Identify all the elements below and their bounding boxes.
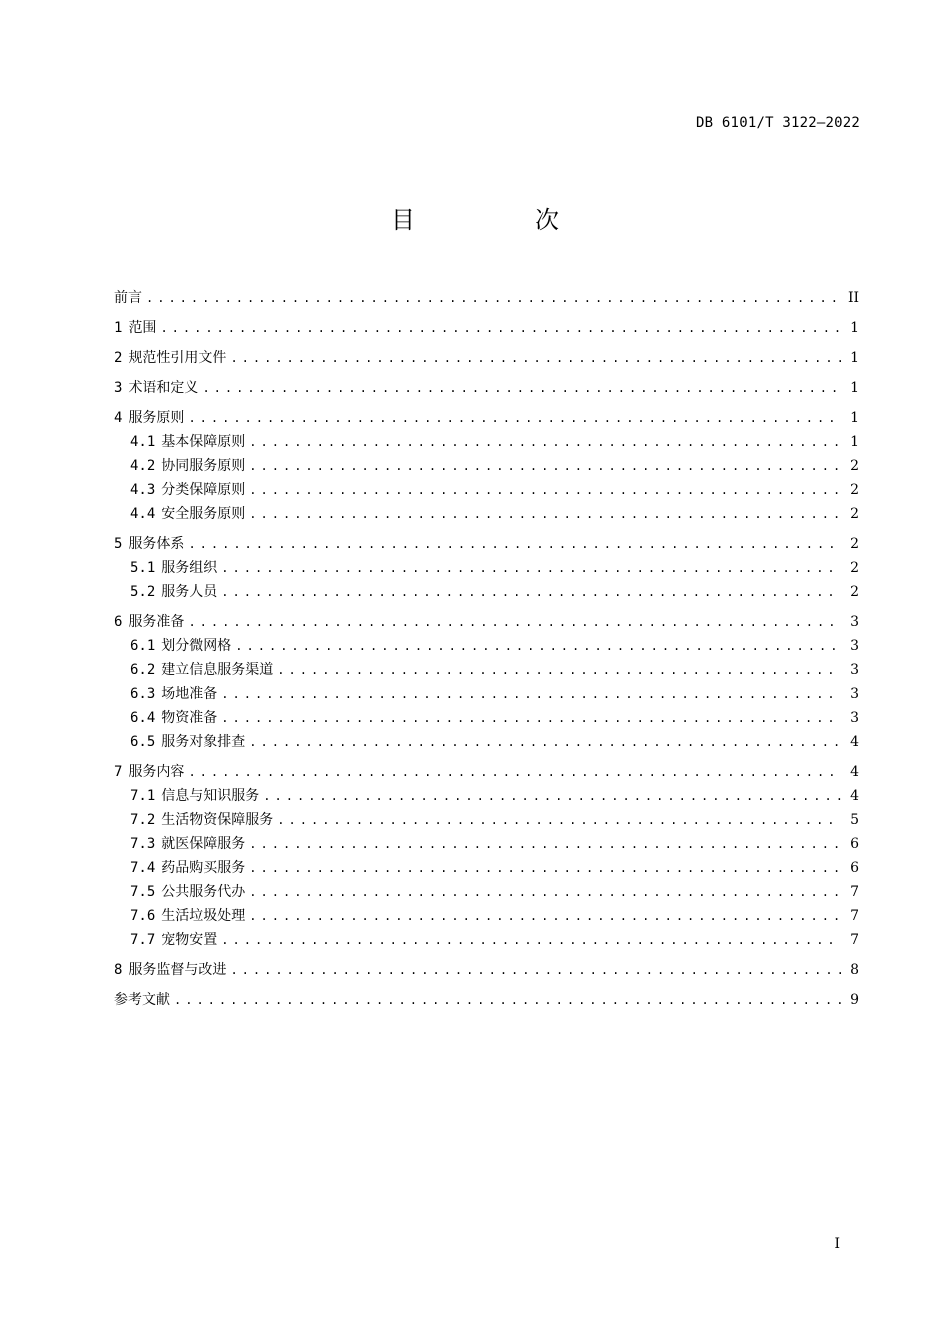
toc-entry-number: 4.2 [130,458,156,474]
toc-entry-number: 7.5 [130,884,156,900]
toc-entry-label: 前言 [114,290,142,306]
toc-entry-page: 2 [850,584,859,600]
toc-entry-label: 场地准备 [161,686,218,702]
toc-entry-label: 服务对象排查 [161,734,246,750]
toc-entry-label: 服务准备 [128,614,185,630]
toc-entry-label: 就医保障服务 [161,836,246,852]
toc-entry-number: 7 [114,764,123,780]
toc-entry-number: 4.1 [130,434,156,450]
toc-entry-label: 协同服务原则 [161,458,246,474]
toc-entry[interactable] [114,832,859,856]
toc-entry-number: 8 [114,962,123,978]
toc-leader-dots [188,532,841,556]
toc-entry-page: 7 [850,884,859,900]
toc-entry-label: 宠物安置 [161,932,218,948]
toc-leader-dots [188,406,841,430]
toc-entry-label: 生活垃圾处理 [161,908,246,924]
toc-entry[interactable] [114,880,859,904]
toc-entry-label: 服务组织 [161,560,218,576]
toc-entry-number: 4.4 [130,506,156,522]
toc-entry-page: II [847,290,859,306]
toc-leader-dots [221,682,841,706]
toc-entry-page: 2 [850,536,859,552]
toc-entry[interactable] [114,556,859,580]
toc-entry-page: 9 [850,992,859,1008]
toc-entry-number: 6.2 [130,662,156,678]
toc-entry-number: 7.7 [130,932,156,948]
toc-entry[interactable] [114,286,859,310]
toc-leader-dots [235,634,841,658]
toc-leader-dots [249,502,841,526]
toc-entry[interactable] [114,760,859,784]
toc-entry-page: 1 [850,434,859,450]
toc-entry-label: 规范性引用文件 [128,350,227,366]
table-of-contents [114,286,859,1012]
toc-leader-dots [277,658,841,682]
toc-entry-number: 1 [114,320,123,336]
toc-leader-dots [263,784,841,808]
toc-entry-number: 2 [114,350,123,366]
toc-leader-dots [146,286,841,310]
toc-entry[interactable] [114,502,859,526]
toc-entry-page: 1 [850,350,859,366]
toc-entry-label: 生活物资保障服务 [161,812,274,828]
toc-leader-dots [188,610,841,634]
toc-entry-page: 7 [850,908,859,924]
toc-entry-label: 药品购买服务 [161,860,246,876]
toc-entry-number: 7.6 [130,908,156,924]
page-number: I [834,1236,840,1252]
toc-entry-page: 2 [850,458,859,474]
toc-entry-page: 2 [850,482,859,498]
toc-entry-label: 范围 [128,320,157,336]
toc-entry[interactable] [114,532,859,556]
toc-entry[interactable] [114,658,859,682]
toc-entry[interactable] [114,406,859,430]
toc-leader-dots [249,832,841,856]
toc-entry-page: 3 [850,614,859,630]
toc-entry-page: 1 [850,380,859,396]
toc-entry[interactable] [114,958,859,982]
toc-entry-label: 术语和定义 [128,380,199,396]
toc-entry-label: 参考文献 [114,992,170,1008]
toc-entry[interactable] [114,580,859,604]
toc-entry[interactable] [114,478,859,502]
toc-leader-dots [249,430,841,454]
toc-entry-page: 3 [850,638,859,654]
toc-entry-label: 建立信息服务渠道 [161,662,274,678]
toc-entry-number: 6.4 [130,710,156,726]
toc-entry-number: 5.2 [130,584,156,600]
toc-entry[interactable] [114,682,859,706]
toc-entry[interactable] [114,904,859,928]
toc-entry-page: 5 [850,812,859,828]
toc-entry[interactable] [114,634,859,658]
toc-entry[interactable] [114,610,859,634]
toc-entry-label: 公共服务代办 [161,884,246,900]
toc-entry-number: 6.3 [130,686,156,702]
toc-entry-number: 6.5 [130,734,156,750]
toc-entry-page: 4 [850,788,859,804]
toc-entry-page: 2 [850,560,859,576]
toc-entry-page: 3 [850,662,859,678]
toc-entry-page: 4 [850,764,859,780]
toc-entry-page: 3 [850,686,859,702]
toc-leader-dots [188,760,841,784]
toc-leader-dots [221,580,841,604]
toc-leader-dots [249,904,841,928]
toc-entry-label: 基本保障原则 [161,434,246,450]
toc-entry-number: 4.3 [130,482,156,498]
toc-leader-dots [160,316,841,340]
toc-entry-page: 2 [850,506,859,522]
toc-entry-number: 7.4 [130,860,156,876]
toc-leader-dots [202,376,841,400]
toc-entry[interactable] [114,730,859,754]
toc-entry-number: 5.1 [130,560,156,576]
toc-entry[interactable] [114,376,859,400]
toc-entry[interactable] [114,706,859,730]
toc-leader-dots [230,346,841,370]
toc-entry[interactable] [114,856,859,880]
toc-leader-dots [249,478,841,502]
toc-entry-label: 服务监督与改进 [128,962,227,978]
toc-entry-label: 分类保障原则 [161,482,246,498]
page-title: 目 次 [391,206,607,234]
toc-entry-number: 3 [114,380,123,396]
toc-entry-number: 5 [114,536,123,552]
toc-leader-dots [249,454,841,478]
toc-entry-page: 4 [850,734,859,750]
toc-leader-dots [221,928,841,952]
toc-leader-dots [249,880,841,904]
toc-entry[interactable] [114,430,859,454]
toc-leader-dots [174,988,841,1012]
toc-entry-page: 6 [850,860,859,876]
toc-entry-page: 6 [850,836,859,852]
toc-entry-label: 安全服务原则 [161,506,246,522]
toc-entry-label: 划分微网格 [161,638,232,654]
toc-entry[interactable] [114,346,859,370]
toc-entry-number: 6 [114,614,123,630]
toc-entry-label: 信息与知识服务 [161,788,260,804]
toc-entry-number: 7.3 [130,836,156,852]
toc-leader-dots [221,556,841,580]
toc-entry[interactable] [114,988,859,1012]
toc-entry-label: 服务内容 [128,764,185,780]
toc-entry-label: 物资准备 [161,710,218,726]
toc-entry-page: 1 [850,410,859,426]
toc-entry[interactable] [114,928,859,952]
toc-leader-dots [221,706,841,730]
toc-entry[interactable] [114,316,859,340]
toc-entry[interactable] [114,784,859,808]
toc-entry-label: 服务人员 [161,584,218,600]
toc-leader-dots [249,856,841,880]
toc-entry-number: 7.2 [130,812,156,828]
toc-entry[interactable] [114,454,859,478]
document-code: DB 6101/T 3122—2022 [696,115,860,131]
toc-entry-label: 服务原则 [128,410,185,426]
toc-entry-number: 7.1 [130,788,156,804]
toc-entry-label: 服务体系 [128,536,185,552]
toc-entry-page: 8 [850,962,859,978]
toc-entry-page: 1 [850,320,859,336]
toc-entry-page: 7 [850,932,859,948]
toc-leader-dots [249,730,841,754]
toc-leader-dots [230,958,841,982]
toc-entry-number: 6.1 [130,638,156,654]
toc-leader-dots [277,808,841,832]
toc-entry-number: 4 [114,410,123,426]
toc-entry[interactable] [114,808,859,832]
toc-entry-page: 3 [850,710,859,726]
